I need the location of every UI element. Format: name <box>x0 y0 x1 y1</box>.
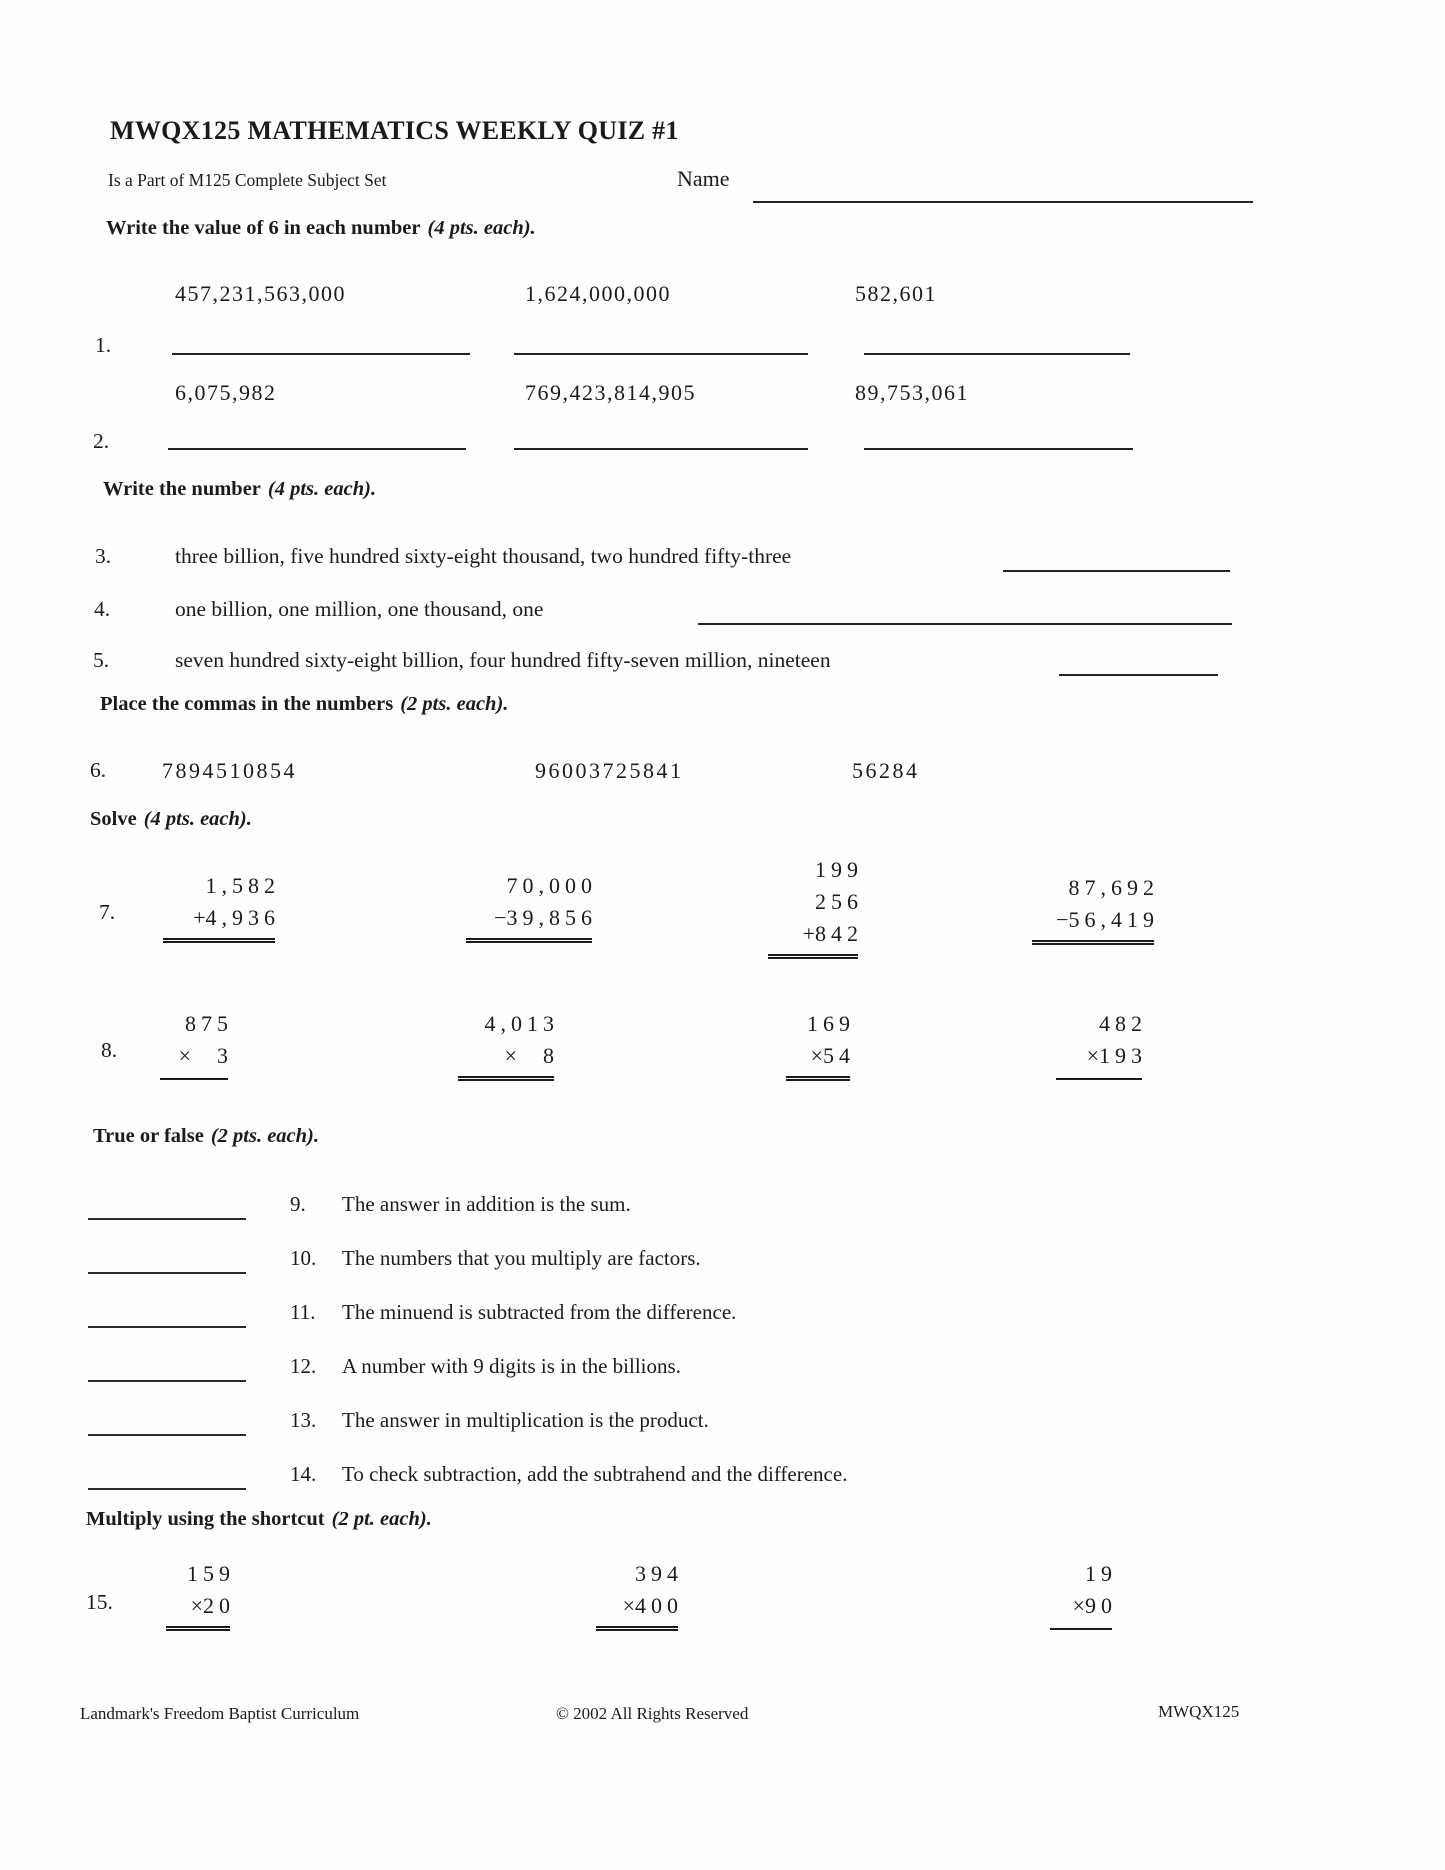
tf-answer-blank-10 <box>88 1272 246 1274</box>
times-operator: × <box>810 1043 823 1068</box>
q2-blank-3 <box>864 448 1133 450</box>
q3-label: 3. <box>95 544 112 568</box>
heading-text: Solve <box>90 808 137 830</box>
q4-label: 4. <box>94 597 111 621</box>
q15-problem-3 <box>1050 1558 1117 1630</box>
multiplicand-row: 482 <box>1099 1011 1147 1036</box>
q7-label: 7. <box>99 900 116 924</box>
q7-problem-4 <box>1032 872 1159 945</box>
tf-item-label: 9. <box>290 1192 306 1216</box>
tf-item-text: To check subtraction, add the subtrahend and the difference. <box>342 1462 848 1486</box>
q2-number-3: 89,753,061 <box>855 380 969 405</box>
q1-blank-3 <box>864 353 1130 355</box>
multiplicand-row: 159 <box>187 1561 235 1586</box>
q4-text: one billion, one million, one thousand, one <box>175 597 544 621</box>
heading-text: Write the value of 6 in each number <box>106 217 421 239</box>
q7-problem-2 <box>466 870 597 943</box>
q1-label: 1. <box>95 333 112 357</box>
q8-problem-2 <box>458 1008 559 1081</box>
heading-points: (2 pts. each). <box>400 693 509 715</box>
multiplicand-row: 19 <box>1085 1561 1117 1586</box>
q4-blank <box>698 623 1232 625</box>
q7-problem-1 <box>163 870 280 943</box>
q2-blank-2 <box>514 448 808 450</box>
q2-number-1: 6,075,982 <box>175 380 277 405</box>
section-heading-solve <box>90 808 252 831</box>
section-heading-write-number <box>103 478 376 501</box>
heading-points: (2 pts. each). <box>210 1125 320 1147</box>
q1-number-1: 457,231,563,000 <box>175 281 346 306</box>
q5-text: seven hundred sixty-eight billion, four hundred fifty-seven million, nineteen <box>175 648 831 672</box>
tf-answer-blank-12 <box>88 1380 246 1382</box>
q15-problem-1 <box>166 1558 235 1631</box>
q2-blank-1 <box>168 448 466 450</box>
q15-problem-2 <box>596 1558 683 1631</box>
minuend-row: 70,000 <box>506 873 597 898</box>
quiz-subtitle: Is a Part of M125 Complete Subject Set <box>108 170 387 190</box>
heading-text: Multiply using the shortcut <box>86 1508 325 1530</box>
q8-problem-4 <box>1056 1008 1147 1080</box>
multiplicand-row: 875 <box>185 1011 233 1036</box>
tf-item-text: A number with 9 digits is in the billions. <box>342 1354 681 1378</box>
q1-blank-2 <box>514 353 808 355</box>
plus-operator: + <box>193 905 206 930</box>
multiplier-row: × 8 <box>504 1043 559 1068</box>
multiplicand-row: 394 <box>635 1561 683 1586</box>
footer-copyright: © 2002 All Rights Reserved <box>556 1704 749 1723</box>
quiz-title: MWQX125 MATHEMATICS WEEKLY QUIZ #1 <box>110 116 679 145</box>
multiplier-row: ×193 <box>1086 1043 1147 1068</box>
heading-points: (4 pts. each). <box>427 217 536 239</box>
tf-answer-blank-11 <box>88 1326 246 1328</box>
times-operator: × <box>178 1043 191 1068</box>
subtrahend-row: −39,856 <box>494 905 597 930</box>
section-heading-commas <box>100 693 508 716</box>
tf-item-label: 11. <box>290 1300 316 1324</box>
minus-operator: − <box>494 905 507 930</box>
heading-points: (4 pts. each). <box>267 478 377 500</box>
multiplier-row: ×90 <box>1072 1593 1117 1618</box>
section-heading-value-of-6 <box>106 217 536 240</box>
times-operator: × <box>190 1593 203 1618</box>
heading-text: Place the commas in the numbers <box>100 693 394 715</box>
tf-item-label: 13. <box>290 1408 317 1432</box>
minus-operator: − <box>1056 907 1069 932</box>
q5-label: 5. <box>93 648 110 672</box>
addend-row: 256 <box>815 889 863 914</box>
q6-number-1: 7894510854 <box>162 758 297 783</box>
addend-row: 1,582 <box>205 873 280 898</box>
q6-label: 6. <box>90 758 107 782</box>
q1-blank-1 <box>172 353 470 355</box>
q3-blank <box>1003 570 1230 572</box>
multiplier-row: × 3 <box>178 1043 233 1068</box>
name-blank-line <box>753 201 1253 203</box>
tf-answer-blank-14 <box>88 1488 246 1490</box>
q5-blank <box>1059 674 1218 676</box>
q1-number-2: 1,624,000,000 <box>525 281 671 306</box>
name-label: Name <box>677 166 730 191</box>
addend-row: 199 <box>815 857 863 882</box>
tf-item-label: 10. <box>290 1246 317 1270</box>
minuend-row: 87,692 <box>1068 875 1159 900</box>
times-operator: × <box>504 1043 517 1068</box>
q2-number-2: 769,423,814,905 <box>525 380 696 405</box>
q8-problem-1 <box>160 1008 233 1080</box>
q1-number-3: 582,601 <box>855 281 937 306</box>
tf-item-label: 14. <box>290 1462 317 1486</box>
multiplier-row: ×20 <box>190 1593 235 1618</box>
tf-answer-blank-13 <box>88 1434 246 1436</box>
tf-answer-blank-9 <box>88 1218 246 1220</box>
tf-item-label: 12. <box>290 1354 317 1378</box>
times-operator: × <box>622 1593 635 1618</box>
times-operator: × <box>1086 1043 1099 1068</box>
times-operator: × <box>1072 1593 1085 1618</box>
section-heading-shortcut <box>86 1508 432 1531</box>
subtrahend-row: −56,419 <box>1056 907 1159 932</box>
q8-label: 8. <box>101 1038 118 1062</box>
plus-operator: + <box>802 921 815 946</box>
heading-points: (4 pts. each). <box>143 808 252 830</box>
q8-problem-3 <box>786 1008 855 1081</box>
q3-text: three billion, five hundred sixty-eight thousand, two hundred fifty-three <box>175 544 792 568</box>
multiplier-row: ×400 <box>622 1593 683 1618</box>
heading-points: (2 pt. each). <box>331 1508 432 1530</box>
tf-item-text: The numbers that you multiply are factors. <box>342 1246 701 1270</box>
heading-text: True or false <box>93 1125 204 1147</box>
tf-item-text: The minuend is subtracted from the difference. <box>342 1300 737 1324</box>
tf-item-text: The answer in addition is the sum. <box>342 1192 631 1216</box>
addend-row: +4,936 <box>193 905 280 930</box>
multiplicand-row: 4,013 <box>484 1011 559 1036</box>
q6-number-3: 56284 <box>852 758 920 783</box>
q2-label: 2. <box>93 429 110 453</box>
heading-text: Write the number <box>103 478 261 500</box>
section-heading-true-false <box>93 1125 319 1148</box>
footer-publisher: Landmark's Freedom Baptist Curriculum <box>80 1704 360 1723</box>
multiplicand-row: 169 <box>807 1011 855 1036</box>
q15-label: 15. <box>86 1590 113 1614</box>
q7-problem-3 <box>768 854 863 959</box>
footer-code: MWQX125 <box>1158 1702 1240 1721</box>
tf-item-text: The answer in multiplication is the product. <box>342 1408 709 1432</box>
q6-number-2: 96003725841 <box>535 758 684 783</box>
addend-row: +842 <box>802 921 863 946</box>
multiplier-row: ×54 <box>810 1043 855 1068</box>
